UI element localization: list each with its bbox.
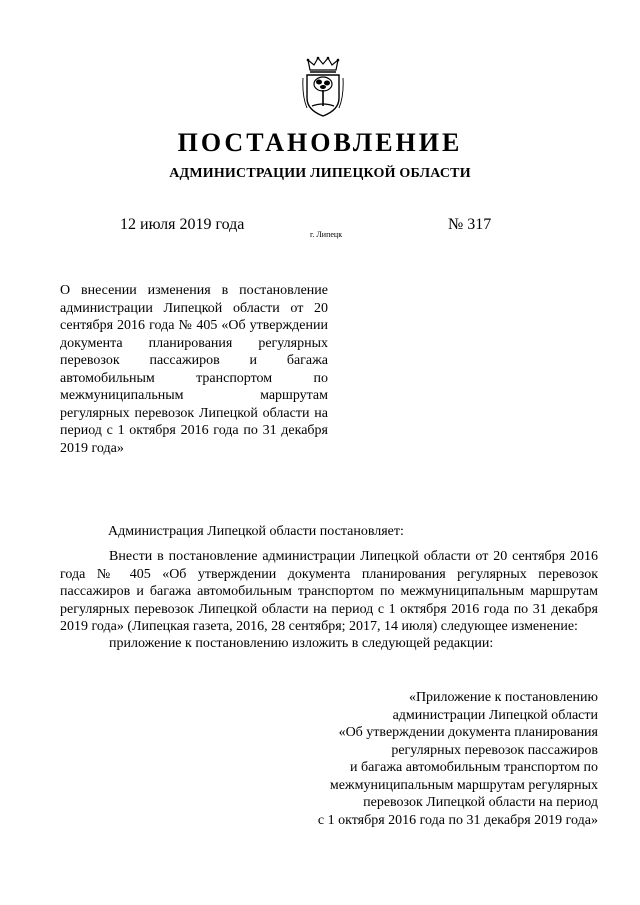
appendix-header xyxy=(268,689,598,829)
issuer-title: АДМИНИСТРАЦИИ ЛИПЕЦКОЙ ОБЛАСТИ xyxy=(169,166,471,181)
appendix-line: с 1 октября 2016 года по 31 декабря 2019 года» xyxy=(317,812,598,828)
lipetsk-coat-of-arms-icon xyxy=(302,56,344,118)
appendix-line: перевозок Липецкой области на период xyxy=(363,795,598,810)
document-type-title: ПОСТАНОВЛЕНИЕ xyxy=(177,128,463,157)
decree-intro: Администрация Липецкой области постановляет: xyxy=(108,524,404,539)
appendix-line: межмуниципальным маршрутам регулярных xyxy=(329,777,598,793)
document-body xyxy=(60,523,598,653)
appendix-line: «Об утверждении документа планирования xyxy=(338,725,598,740)
document-place: г. Липецк xyxy=(310,230,343,239)
decree-paragraph-annex: приложение к постановлению изложить в следующей редакции: xyxy=(109,636,494,652)
appendix-line: и багажа автомобильным транспортом по xyxy=(350,760,598,775)
document-subject: О внесении изменения в постановление администрации Липецкой области от 20 сентября 2016 года № 405 «Об утверждении документа планирования регулярных перевозок пассажиров и багажа автомобильным транспортом по межмуниципальным маршрутам регулярных перевозок Липецкой области на период с 1 октября 2016 года по 31 декабря 2019 года» xyxy=(60,283,328,456)
document-number: № 317 xyxy=(448,216,492,233)
appendix-line: администрации Липецкой области xyxy=(392,707,598,723)
decree-paragraph: Внести в постановление администрации Липецкой области от 20 сентября 2016 года № 405 «Об утверждении документа планирования регулярных перевозок пассажиров и багажа автомобильным транспортом по межмуниципальным маршрутам регулярных перевозок Липецкой области на период с 1 октября 2016 года по 31 декабря 2019 года» (Липецкая газета, 2016, 28 сентября; 2017, 14 июля) следующее изменение: xyxy=(60,549,598,635)
appendix-line: «Приложение к постановлению xyxy=(408,690,598,705)
appendix-line: регулярных перевозок пассажиров xyxy=(391,742,598,758)
document-date: 12 июля 2019 года xyxy=(120,216,245,233)
